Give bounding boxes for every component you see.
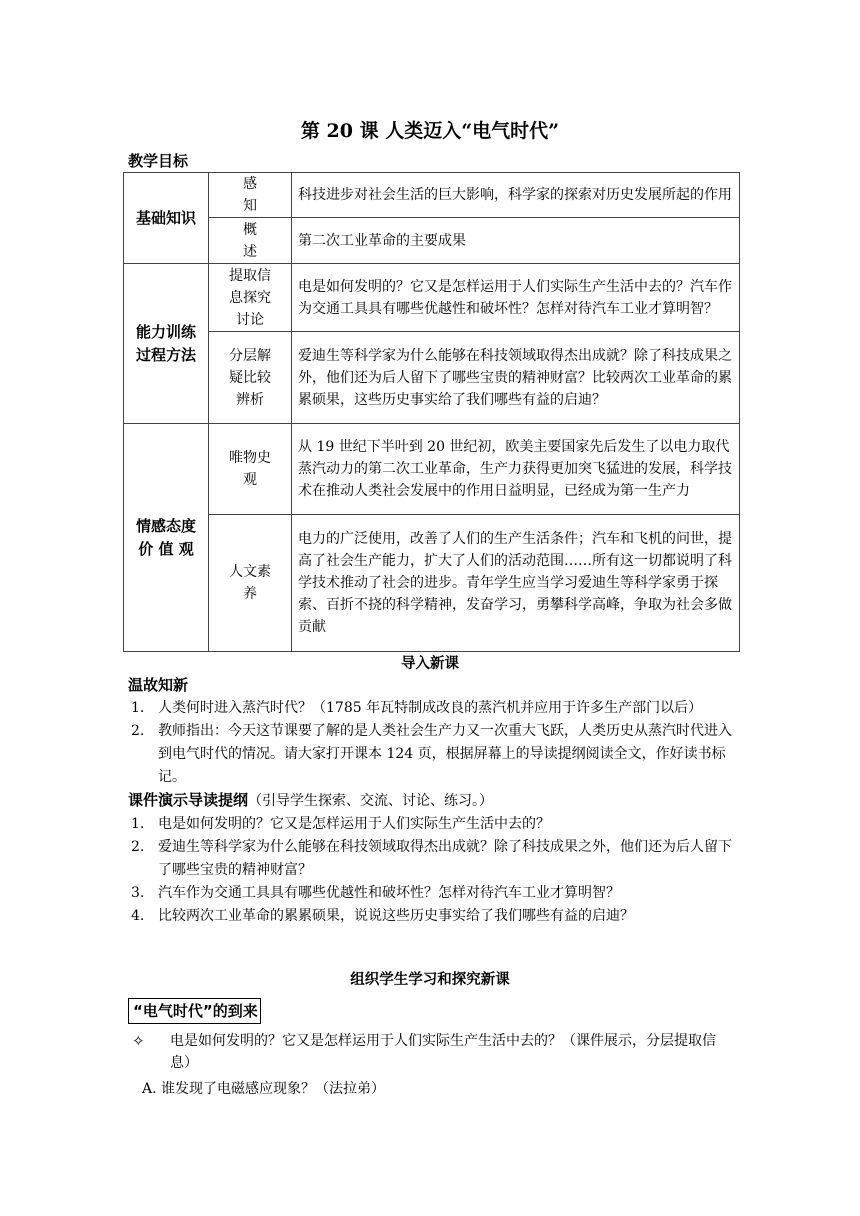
item-number: 3. xyxy=(131,885,145,901)
outline-label: 课件演示导读提纲 xyxy=(128,791,249,809)
sub-label-perceive: 感 知 xyxy=(209,173,292,218)
item-number: 1. xyxy=(131,816,145,832)
content-perceive: 科技进步对社会生活的巨大影响，科学家的探索对历史发展所起的作用 xyxy=(292,173,740,218)
content-layered: 爱迪生等科学家为什么能够在科技领域取得杰出成就？除了科技成果之外，他们还为后人留下了哪些宝贵的精神财富？比较两次工业革命的累累硕果，这些历史事实给了我们哪些有益的启迪？ xyxy=(292,332,740,424)
item-number: 4. xyxy=(131,908,145,924)
item-text: 比较两次工业革命的累累硕果，说说这些历史事实给了我们哪些有益的启迪？ xyxy=(158,908,634,924)
table-row xyxy=(124,424,740,515)
list-item xyxy=(128,697,740,720)
intro-heading: 导入新课 xyxy=(401,656,459,672)
content-overview: 第二次工业革命的主要成果 xyxy=(292,218,740,264)
category-basic-knowledge: 基础知识 xyxy=(124,173,209,264)
objectives-table xyxy=(123,172,740,652)
item-text: 教师指出：今天这节课要了解的是人类社会生产力又一次重大飞跃，人类历史从蒸汽时代进入到电气时代的情况。请大家打开课本 124 页，根据屏幕上的导读提纲阅读全文，作好读书标记。 xyxy=(158,723,732,785)
sub-label-humanities: 人文素 养 xyxy=(209,515,292,652)
list-item xyxy=(128,836,740,882)
section-title-box: “电气时代”的到来 xyxy=(128,998,261,1024)
table-row xyxy=(124,515,740,652)
content-extract: 电是如何发明的？它又是怎样运用于人们实际生产生活中去的？汽车作为交通工具具有哪些优越性和破坏性？怎样对待汽车工业才算明智？ xyxy=(292,264,740,332)
sub-label-materialism: 唯物史 观 xyxy=(209,424,292,515)
page-title: 第 20 课 人类迈入“电气时代” xyxy=(300,120,560,142)
review-section xyxy=(128,674,740,928)
item-number: 1. xyxy=(131,700,145,716)
content-materialism: 从 19 世纪下半叶到 20 世纪初，欧美主要国家先后发生了以电力取代蒸汽动力的第二次工业革命，生产力获得更加突飞猛进的发展，科学技术在推动人类社会发展中的作用日益明显，已经成为第一生产力 xyxy=(292,424,740,515)
diamond-bullet-icon: ✧ xyxy=(132,1032,145,1050)
sub-label-layered: 分层解 疑比较 辨析 xyxy=(209,332,292,424)
outline-note: （引导学生探索、交流、讨论、练习。） xyxy=(248,793,494,809)
list-item xyxy=(128,905,740,928)
question-text: 电是如何发明的？它又是怎样运用于人们实际生产生活中去的？（课件展示，分层提取信息） xyxy=(170,1033,716,1071)
sub-label-overview: 概 述 xyxy=(209,218,292,264)
item-number: 2. xyxy=(131,723,145,739)
new-lesson-heading: 组织学生学习和探究新课 xyxy=(350,972,510,988)
list-item xyxy=(128,882,740,905)
outline-heading xyxy=(128,789,740,813)
item-number: 2. xyxy=(131,839,145,855)
table-row xyxy=(124,218,740,264)
item-text: 爱迪生等科学家为什么能够在科技领域取得杰出成就？除了科技成果之外，他们还为后人留下了哪些宝贵的精神财富？ xyxy=(158,839,732,878)
category-attitude-values: 情感态度 价 值 观 xyxy=(124,424,209,652)
list-item xyxy=(128,813,740,836)
category-ability-method: 能力训练 过程方法 xyxy=(124,264,209,424)
list-item xyxy=(128,720,740,789)
question-item xyxy=(132,1030,732,1074)
table-row xyxy=(124,264,740,332)
objectives-label: 教学目标 xyxy=(128,152,189,170)
table-row xyxy=(124,332,740,424)
item-text: 人类何时进入蒸汽时代？（1785 年瓦特制成改良的蒸汽机并应用于许多生产部门以后） xyxy=(158,700,703,716)
sub-question-a: A. 谁发现了电磁感应现象？（法拉弟） xyxy=(142,1081,386,1097)
table-row xyxy=(124,173,740,218)
review-label: 温故知新 xyxy=(128,676,189,694)
content-humanities: 电力的广泛使用，改善了人们的生产生活条件；汽车和飞机的问世，提高了社会生产能力，扩大了人们的活动范围……所有这一切都说明了科学技术推动了社会的进步。青年学生应当学习爱迪生等科学家勇于探索、百折不挠的科学精神，发奋学习，勇攀科学高峰，争取为社会多做贡献 xyxy=(292,515,740,652)
sub-label-extract: 提取信 息探究 讨论 xyxy=(209,264,292,332)
item-text: 电是如何发明的？它又是怎样运用于人们实际生产生活中去的？ xyxy=(158,816,550,832)
item-text: 汽车作为交通工具具有哪些优越性和破坏性？怎样对待汽车工业才算明智？ xyxy=(158,885,620,901)
